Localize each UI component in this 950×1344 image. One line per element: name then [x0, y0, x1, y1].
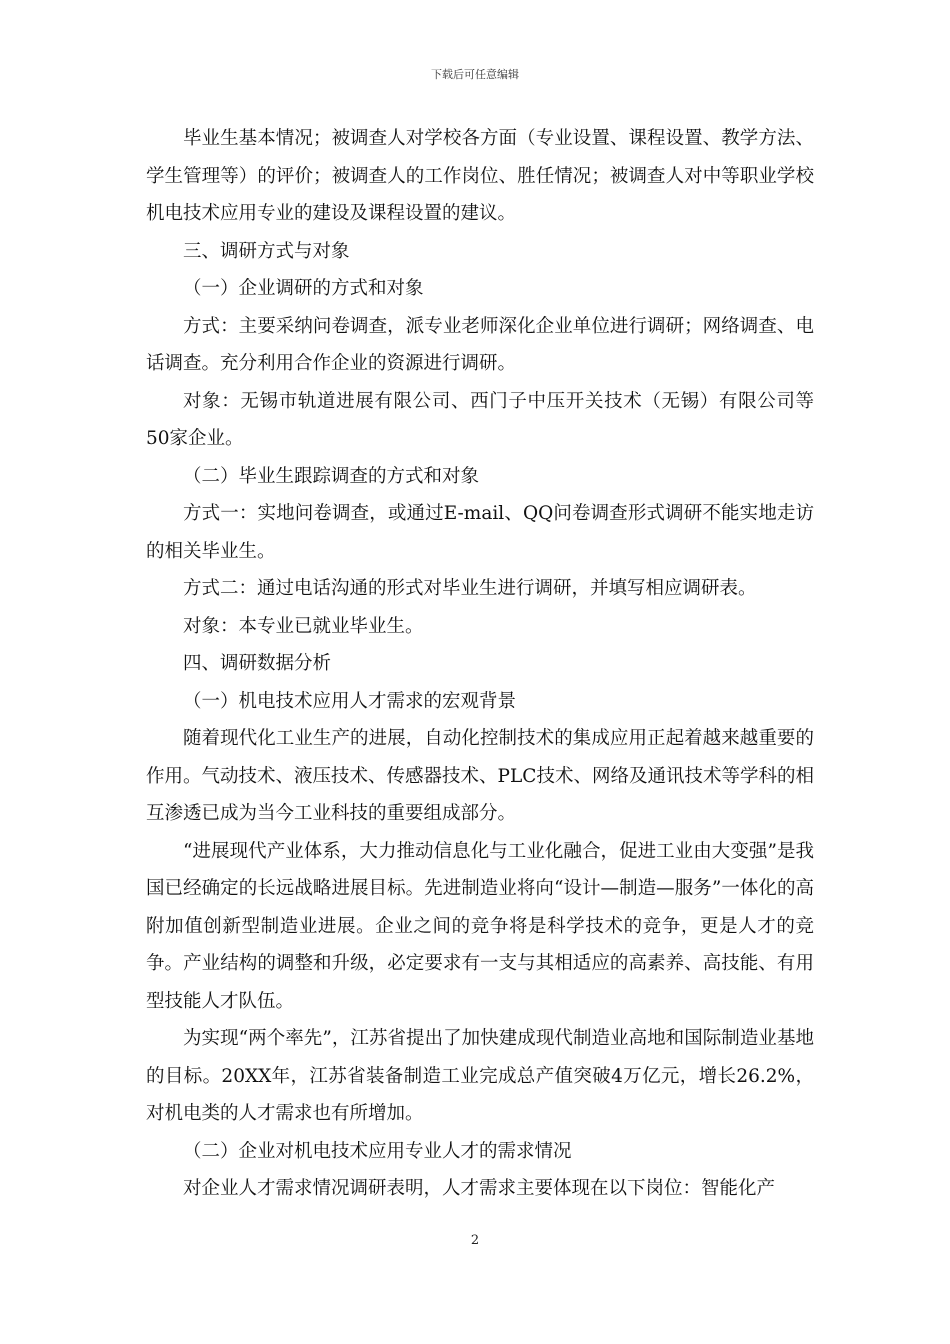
paragraph-demand-positions: 对企业人才需求情况调研表明，人才需求主要体现在以下岗位：智能化产 — [183, 1178, 776, 1199]
subsection-heading-graduate-tracking: （二）毕业生跟踪调查的方式和对象 — [183, 465, 480, 487]
subsection-heading-enterprise-survey: （一）企业调研的方式和对象 — [183, 278, 424, 299]
paragraph-survey-content: 毕业生基本情况；被调查人对学校各方面（专业设置、课程设置、教学方法、学生管理等）的评价；被调查人的工作岗位、胜任情况；被调查人对中等职业学校机电技术应用专业的建设及课程设置的建议。 — [146, 128, 814, 224]
paragraph-automation: 随着现代化工业生产的进展，自动化控制技术的集成应用正起着越来越重要的作用。气动技术、液压技术、传感器技术、PLC技术、网络及通讯技术等学科的相互渗透已成为当今工业科技的重要组成部分。 — [146, 728, 814, 824]
subsection-heading-enterprise-demand: （二）企业对机电技术应用专业人才的需求情况 — [183, 1140, 572, 1162]
section-heading-4: 四、调研数据分析 — [183, 653, 332, 674]
paragraph-method-two: 方式二：通过电话沟通的形式对毕业生进行调研，并填写相应调研表。 — [183, 578, 757, 599]
page-header: 下载后可任意编辑 — [431, 68, 519, 81]
section-heading-3: 三、调研方式与对象 — [183, 240, 350, 262]
paragraph-method-one: 方式一：实地问卷调查，或通过E-mail、QQ问卷调查形式调研不能实地走访的相关毕业生。 — [146, 503, 814, 562]
document-body — [146, 120, 814, 1208]
subsection-heading-macro-background: （一）机电技术应用人才需求的宏观背景 — [183, 690, 517, 712]
page-number: 2 — [470, 1233, 480, 1248]
paragraph-enterprise-target: 对象：无锡市轨道进展有限公司、西门子中压开关技术（无锡）有限公司等50家企业。 — [146, 390, 814, 449]
paragraph-jiangsu-goals: 为实现“两个率先”，江苏省提出了加快建成现代制造业高地和国际制造业基地的目标。20XX年，江苏省装备制造工业完成总产值突破4万亿元，增长26.2%，对机电类的人才需求也有所增加。 — [146, 1028, 814, 1124]
paragraph-industrial-strategy: “进展现代产业体系，大力推动信息化与工业化融合，促进工业由大变强”是我国已经确定的长远战略进展目标。先进制造业将向“设计—制造—服务”一体化的高附加值创新型制造业进展。企业之间的竞争将是科学技术的竞争，更是人才的竞争。产业结构的调整和升级，必定要求有一支与其相适应的高素养、高技能、有用型技能人才队伍。 — [146, 840, 814, 1012]
paragraph-enterprise-method: 方式：主要采纳问卷调查，派专业老师深化企业单位进行调研；网络调查、电话调查。充分利用合作企业的资源进行调研。 — [146, 315, 814, 374]
paragraph-graduate-target: 对象：本专业已就业毕业生。 — [183, 615, 424, 637]
